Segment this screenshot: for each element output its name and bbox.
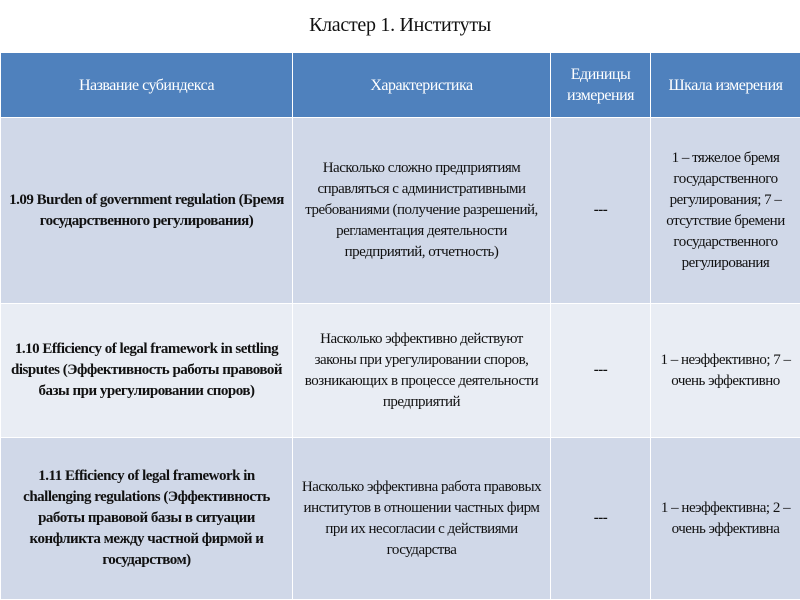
cell-units: --- <box>551 304 651 438</box>
table-header-row <box>1 53 800 118</box>
cell-characteristic: Насколько эффективно действуют законы при урегулировании споров, возникающих в процессе деятельности предприятий <box>293 304 551 438</box>
cell-scale: 1 – неэффективна; 2 – очень эффективна <box>651 438 800 600</box>
cell-subindex-name: 1.11 Efficiency of legal framework in challenging regulations (Эффективность работы правовой базы в ситуации конфликта между частной фирмой и государством) <box>1 438 293 600</box>
cell-units: --- <box>551 118 651 304</box>
cell-scale: 1 – тяжелое бремя государственного регулирования; 7 – отсутствие бремени государственного регулирования <box>651 118 800 304</box>
subindex-table <box>0 52 800 600</box>
cell-units: --- <box>551 438 651 600</box>
cell-characteristic: Насколько эффективна работа правовых институтов в отношении частных фирм при их несогласии с действиями государства <box>293 438 551 600</box>
slide-title: Кластер 1. Институты <box>309 14 491 36</box>
cell-subindex-name: 1.10 Efficiency of legal framework in settling disputes (Эффективность работы правовой базы при урегулировании споров) <box>1 304 293 438</box>
table-row <box>1 304 800 438</box>
table-row <box>1 438 800 600</box>
header-units: Единицы измерения <box>551 53 651 118</box>
header-subindex-name: Название субиндекса <box>1 53 293 118</box>
header-characteristic: Характеристика <box>293 53 551 118</box>
cell-scale: 1 – неэффективно; 7 – очень эффективно <box>651 304 800 438</box>
cell-subindex-name: 1.09 Burden of government regulation (Бремя государственного регулирования) <box>1 118 293 304</box>
table-row <box>1 118 800 304</box>
header-scale: Шкала измерения <box>651 53 800 118</box>
cell-characteristic: Насколько сложно предприятиям справляться с административными требованиями (получение разрешений, регламентация деятельности предприятий, отчетность) <box>293 118 551 304</box>
